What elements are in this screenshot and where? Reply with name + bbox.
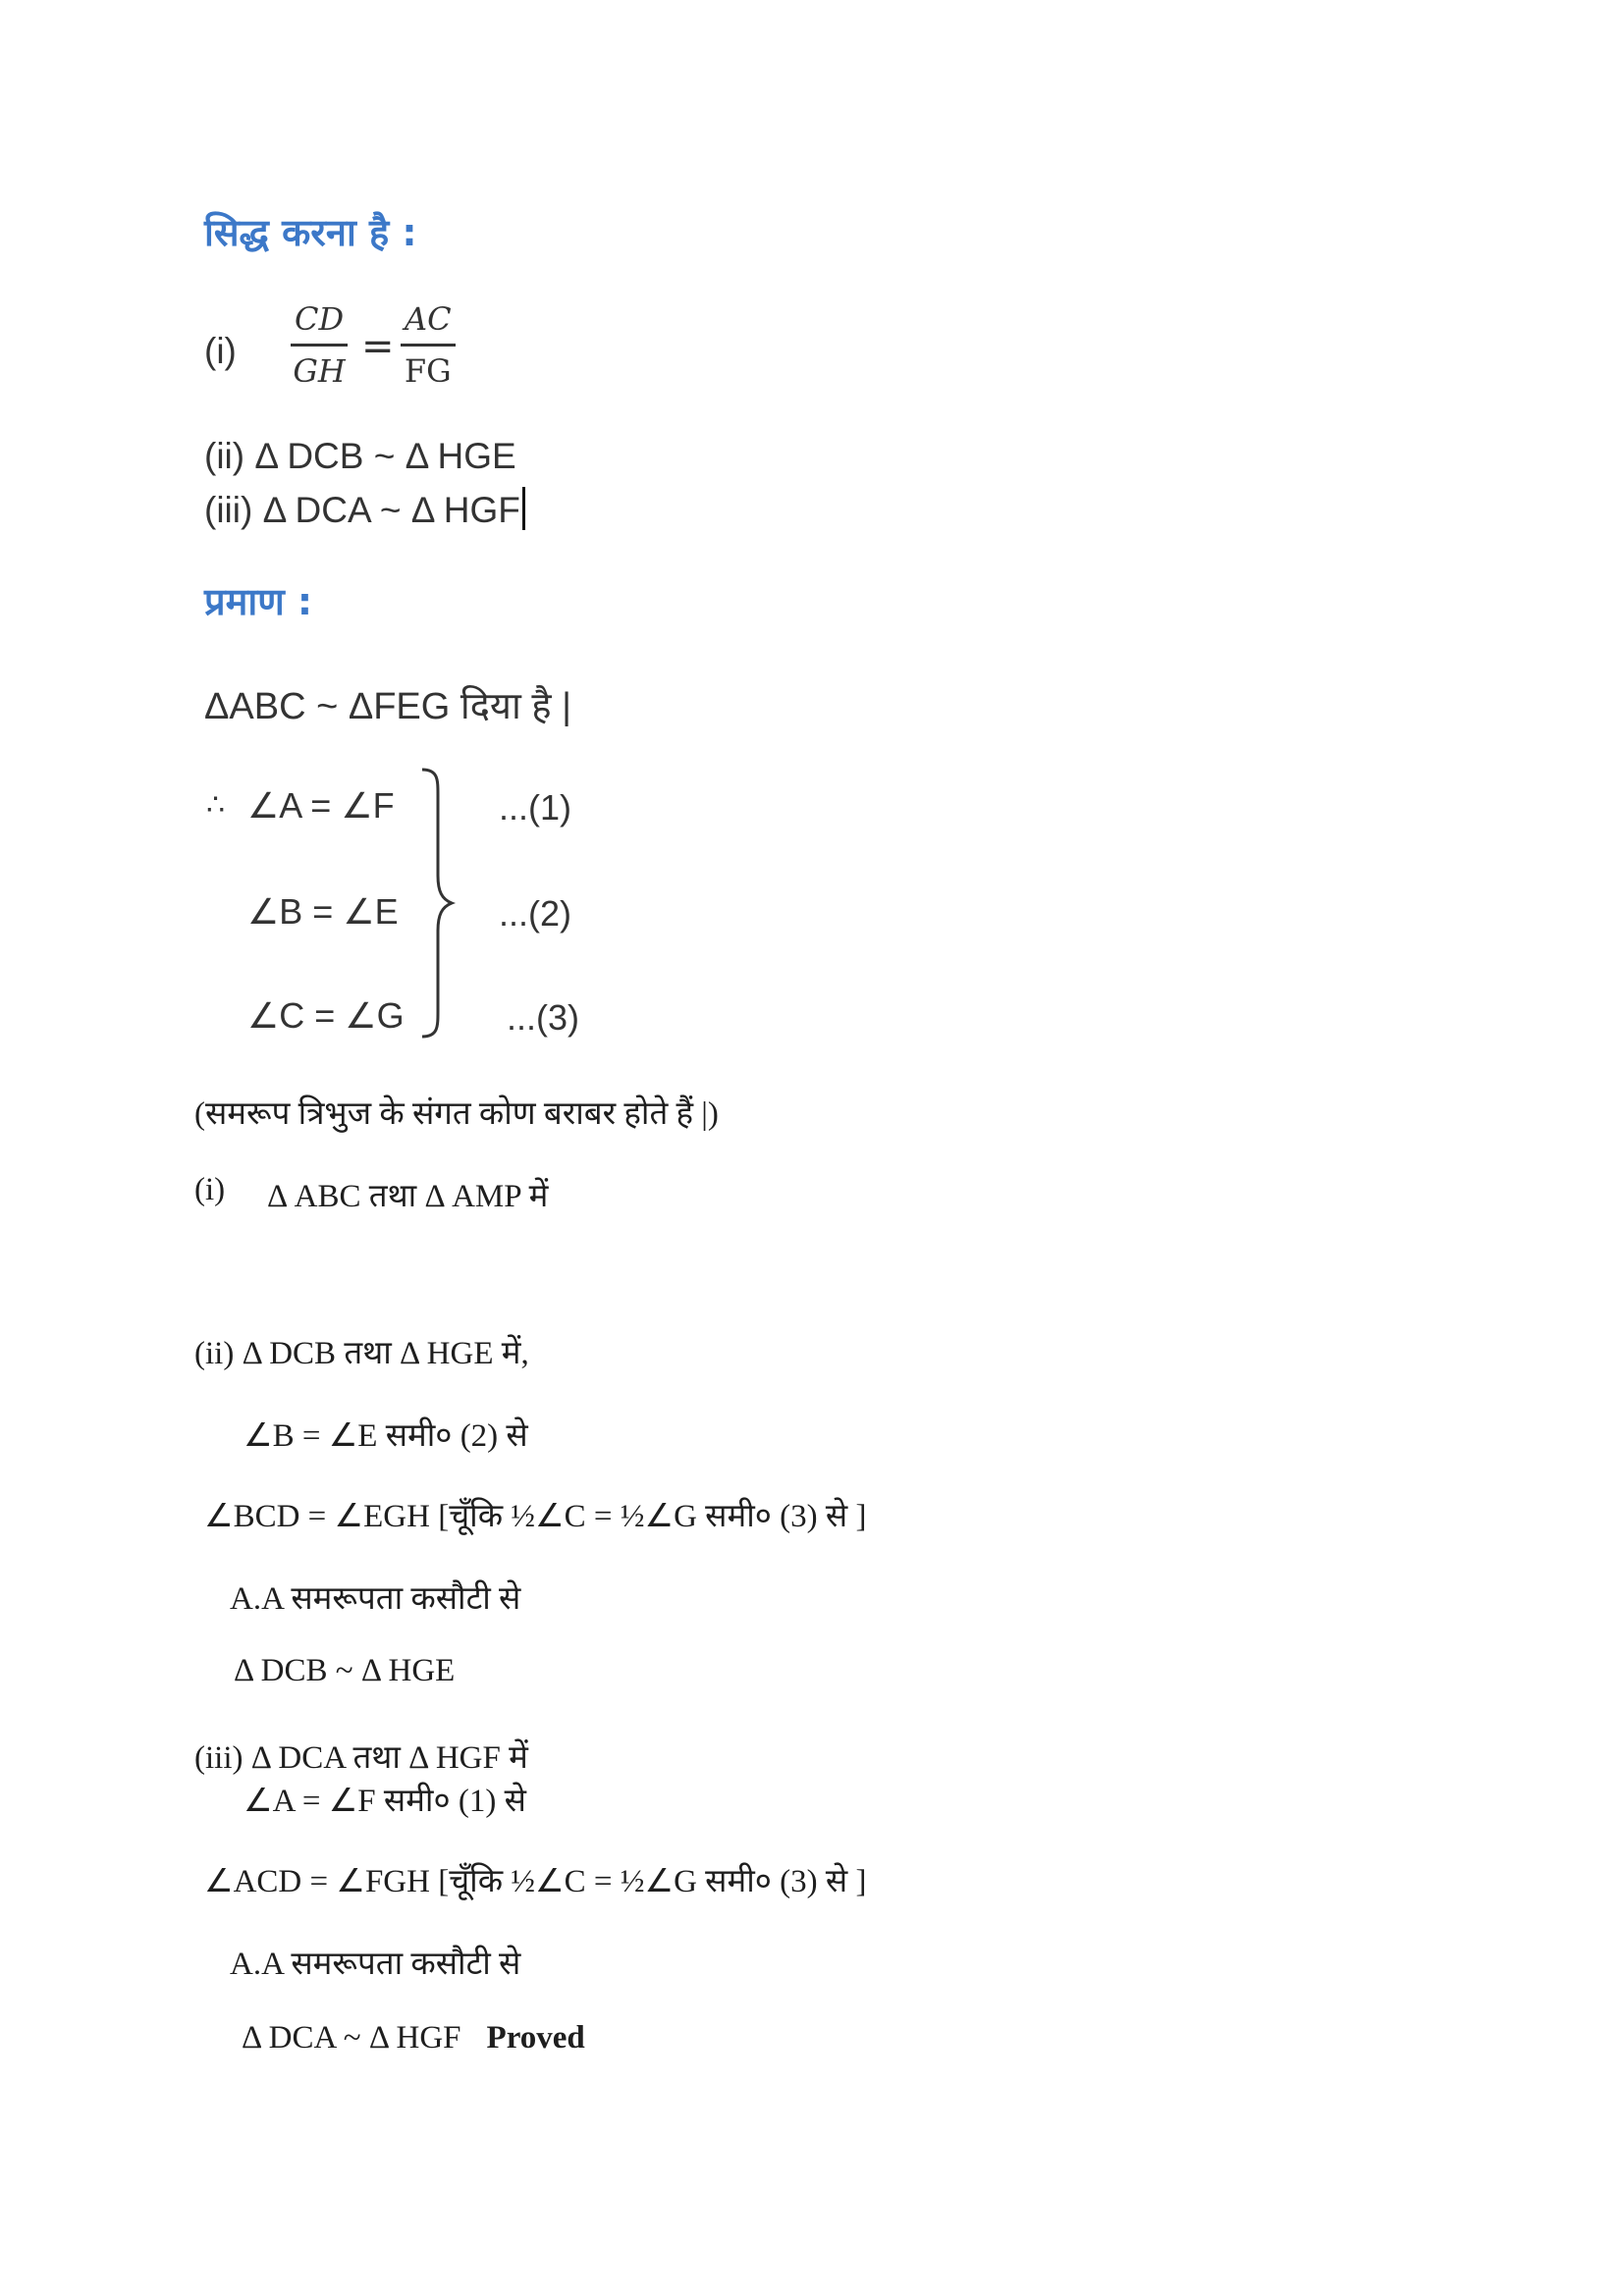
proof-ii-line1: ∠B = ∠E समी० (2) से <box>243 1418 528 1454</box>
text-cursor <box>522 487 525 530</box>
proof-iii-conclusion <box>242 2020 585 2056</box>
equation-ref-3: ...(3) <box>507 997 580 1038</box>
proof-i-text: Δ ABC तथा Δ AMP में <box>267 1179 549 1214</box>
given-statement: ΔABC ~ ΔFEG दिया है | <box>204 686 571 727</box>
proof-ii-title: (ii) Δ DCB तथा Δ HGE में, <box>194 1336 529 1371</box>
part-ii-statement: (ii) Δ DCB ~ Δ HGE <box>204 436 516 476</box>
equals-sign: = <box>361 324 395 369</box>
fraction-ac-fg <box>401 300 456 390</box>
proof-i-label: (i) <box>194 1172 226 1207</box>
angle-eq-3: ∠C = ∠G <box>247 995 405 1036</box>
proof-ii-line2: ∠BCD = ∠EGH [चूँकि ½∠C = ½∠G समी० (3) से ] <box>204 1499 867 1534</box>
reason-similar: (समरूप त्रिभुज के संगत कोण बराबर होते हैं |) <box>194 1096 719 1132</box>
right-brace-icon <box>412 766 461 1041</box>
proof-iii-line2: ∠ACD = ∠FGH [चूँकि ½∠C = ½∠G समी० (3) से ] <box>204 1864 867 1899</box>
equation-ref-1: ...(1) <box>499 787 572 828</box>
heading-to-prove: सिद्ध करना है : <box>204 211 417 254</box>
fraction-cd-gh <box>291 300 348 390</box>
fraction-left-numerator: CD <box>295 300 345 338</box>
proved-label: Proved <box>486 2020 585 2056</box>
proof-ii-line3: A.A समरूपता कसौटी से <box>230 1581 521 1617</box>
part-iii-text: (iii) Δ DCA ~ Δ HGF <box>204 490 520 530</box>
therefore-symbol: ∴ <box>206 789 226 822</box>
part-i-label: (i) <box>204 331 237 371</box>
angle-eq-2: ∠B = ∠E <box>247 891 399 932</box>
part-iii-statement <box>204 487 525 531</box>
proof-iii-title: (iii) Δ DCA तथा Δ HGF में <box>194 1740 528 1776</box>
fraction-right-numerator: AC <box>405 300 452 338</box>
heading-proof: प्रमाण : <box>204 580 313 623</box>
equation-ref-2: ...(2) <box>499 893 572 934</box>
proof-iii-line1: ∠A = ∠F समी० (1) से <box>243 1784 526 1819</box>
fraction-left-denominator: GH <box>293 352 346 390</box>
proof-ii-conclusion: Δ DCB ~ Δ HGE <box>234 1653 456 1688</box>
proof-iii-line3: A.A समरूपता कसौटी से <box>230 1947 521 1982</box>
proof-iii-conclusion-text: Δ DCA ~ Δ HGF <box>242 2020 461 2056</box>
fraction-right-denominator: FG <box>404 352 452 390</box>
angle-eq-1: ∠A = ∠F <box>247 785 395 826</box>
